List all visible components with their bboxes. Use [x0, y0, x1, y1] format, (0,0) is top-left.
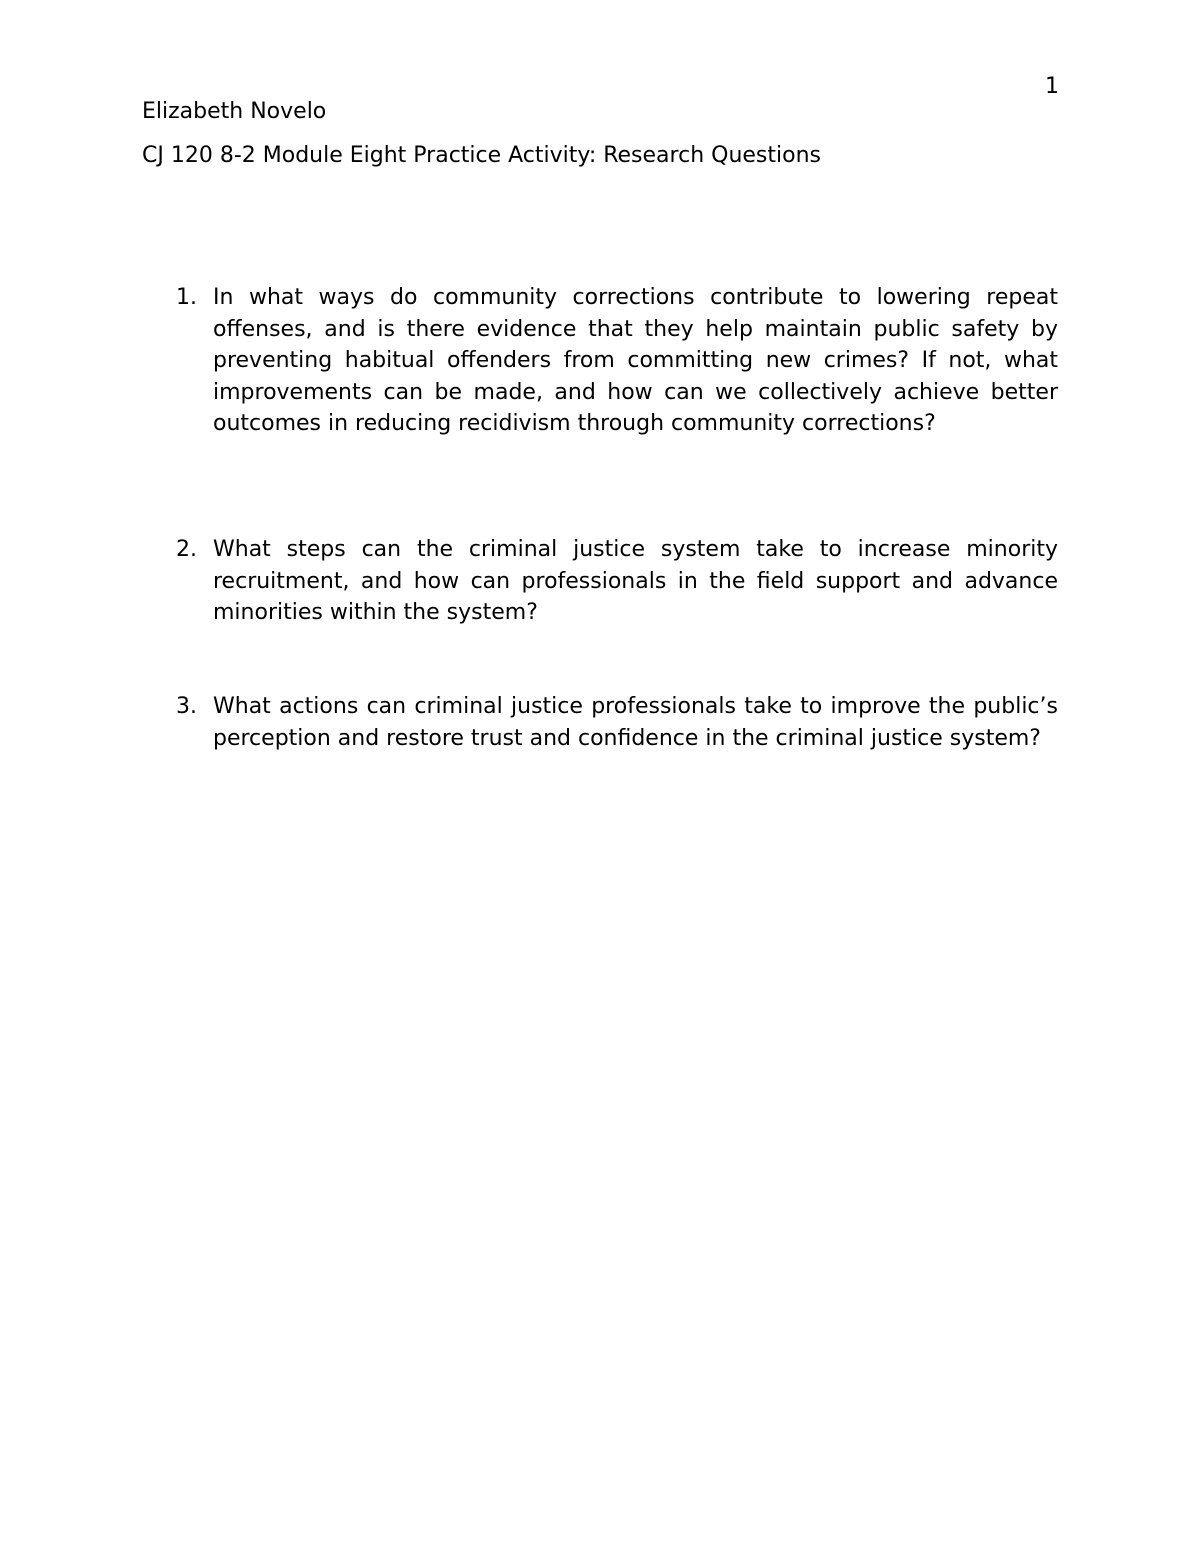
assignment-title: CJ 120 8-2 Module Eight Practice Activity: Research Questions	[142, 143, 821, 168]
question-number-3: 3.	[176, 694, 197, 719]
question-text-1: In what ways do community corrections contribute to lowering repeat offenses, and is there evidence that they help maintain public safety by preventing habitual offenders from committing new crimes? If not, what improvements can be made, and how can we collectively achieve better outcomes in reducing recidivism through community corrections?	[213, 285, 1058, 436]
page-number: 1	[1045, 74, 1059, 99]
question-text-3: What actions can criminal justice professionals take to improve the public’s perception and restore trust and confidence in the criminal justice system?	[213, 694, 1058, 751]
question-number-1: 1.	[176, 285, 197, 310]
question-text-2: What steps can the criminal justice system take to increase minority recruitment, and how can professionals in the field support and advance minorities within the system?	[213, 537, 1058, 625]
author-name: Elizabeth Novelo	[142, 99, 327, 124]
question-number-2: 2.	[176, 537, 197, 562]
